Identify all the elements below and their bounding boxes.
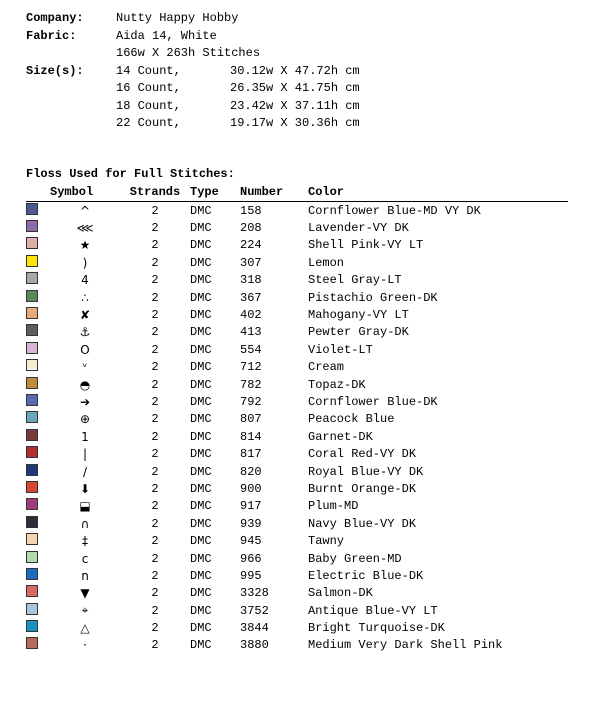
header-color: Color	[308, 185, 345, 199]
floss-rows	[26, 202, 568, 654]
color-swatch	[26, 237, 38, 249]
strands-cell: 2	[151, 551, 159, 566]
color-name-cell: Lavender-VY DK	[308, 221, 409, 236]
size-row	[26, 98, 360, 116]
color-swatch	[26, 290, 38, 302]
symbol-cell: ★	[79, 238, 91, 253]
header-type: Type	[190, 185, 219, 199]
number-cell: 307	[240, 255, 262, 270]
strands-cell: 2	[151, 273, 159, 288]
strands-cell: 2	[151, 621, 159, 636]
table-row	[26, 359, 568, 376]
type-cell: DMC	[190, 394, 212, 409]
number-cell: 945	[240, 534, 262, 549]
strands-cell: 2	[151, 586, 159, 601]
strands-cell: 2	[151, 568, 159, 583]
symbol-cell: ⬇	[79, 481, 91, 496]
size-label: Size(s):	[26, 63, 84, 78]
strands-cell: 2	[151, 516, 159, 531]
color-name-cell: Topaz-DK	[308, 377, 366, 392]
floss-title: Floss Used for Full Stitches:	[26, 167, 235, 181]
size-row	[26, 63, 360, 81]
header-symbol: Symbol	[50, 185, 94, 199]
type-cell: DMC	[190, 342, 212, 357]
table-row	[26, 550, 568, 567]
company-row	[26, 10, 360, 28]
strands-cell: 2	[151, 534, 159, 549]
fabric-row	[26, 28, 360, 46]
type-cell: DMC	[190, 516, 212, 531]
color-swatch	[26, 220, 38, 232]
size-dimensions: 30.12w X 47.72h cm	[230, 63, 360, 78]
type-cell: DMC	[190, 481, 212, 496]
strands-cell: 2	[151, 499, 159, 514]
symbol-cell: n	[81, 568, 89, 583]
symbol-cell: |	[82, 447, 88, 462]
floss-table-header	[26, 185, 568, 202]
color-name-cell: Mahogany-VY LT	[308, 308, 409, 323]
symbol-cell: ✘	[79, 308, 91, 323]
strands-cell: 2	[151, 603, 159, 618]
color-swatch	[26, 272, 38, 284]
strands-cell: 2	[151, 429, 159, 444]
strands-cell: 2	[151, 464, 159, 479]
strands-cell: 2	[151, 221, 159, 236]
color-name-cell: Cornflower Blue-DK	[308, 394, 438, 409]
number-cell: 712	[240, 360, 262, 375]
strands-cell: 2	[151, 203, 159, 218]
fabric-value: Aida 14, White	[116, 28, 217, 43]
type-cell: DMC	[190, 568, 212, 583]
type-cell: DMC	[190, 308, 212, 323]
type-cell: DMC	[190, 534, 212, 549]
size-row	[26, 80, 360, 98]
table-row	[26, 393, 568, 410]
color-name-cell: Cream	[308, 360, 345, 375]
color-swatch	[26, 255, 38, 267]
color-swatch	[26, 324, 38, 336]
number-cell: 3752	[240, 603, 269, 618]
strands-cell: 2	[151, 325, 159, 340]
symbol-cell: ⚓	[79, 325, 91, 340]
symbol-cell: ◓	[79, 377, 91, 392]
strands-cell: 2	[151, 412, 159, 427]
number-cell: 224	[240, 238, 262, 253]
color-name-cell: Antique Blue-VY LT	[308, 603, 438, 618]
number-cell: 208	[240, 221, 262, 236]
symbol-cell: ^	[79, 203, 91, 218]
size-dimensions: 23.42w X 37.11h cm	[230, 98, 360, 113]
color-swatch	[26, 411, 38, 423]
color-swatch	[26, 568, 38, 580]
table-row	[26, 445, 568, 462]
strands-cell: 2	[151, 308, 159, 323]
color-swatch	[26, 533, 38, 545]
number-cell: 782	[240, 377, 262, 392]
color-name-cell: Electric Blue-DK	[308, 568, 424, 583]
size-dimensions: 26.35w X 41.75h cm	[230, 81, 360, 95]
table-row	[26, 498, 568, 515]
header-number: Number	[240, 185, 284, 199]
color-name-cell: Royal Blue-VY DK	[308, 464, 424, 479]
color-swatch	[26, 377, 38, 389]
color-name-cell: Lemon	[308, 255, 345, 270]
symbol-cell: ‡	[82, 534, 88, 549]
type-cell: DMC	[190, 464, 212, 479]
color-swatch	[26, 342, 38, 354]
type-cell: DMC	[190, 325, 212, 340]
table-row	[26, 637, 568, 654]
symbol-cell: /	[82, 464, 88, 479]
color-name-cell: Burnt Orange-DK	[308, 481, 417, 496]
color-swatch	[26, 307, 38, 319]
floss-table	[26, 185, 568, 654]
company-value: Nutty Happy Hobby	[116, 11, 239, 25]
strands-cell: 2	[151, 255, 159, 270]
table-row	[26, 619, 568, 636]
company-label: Company:	[26, 11, 84, 25]
table-row	[26, 515, 568, 532]
table-row	[26, 602, 568, 619]
type-cell: DMC	[190, 638, 212, 653]
type-cell: DMC	[190, 603, 212, 618]
symbol-cell: ∩	[80, 516, 90, 531]
type-cell: DMC	[190, 255, 212, 270]
color-name-cell: Steel Gray-LT	[308, 273, 402, 288]
strands-cell: 2	[151, 481, 159, 496]
number-cell: 817	[240, 447, 262, 462]
color-name-cell: Medium Very Dark Shell Pink	[308, 638, 503, 653]
number-cell: 3328	[240, 586, 269, 601]
color-name-cell: Peacock Blue	[308, 412, 395, 427]
symbol-cell: )	[82, 255, 88, 270]
number-cell: 413	[240, 325, 262, 340]
color-swatch	[26, 429, 38, 441]
type-cell: DMC	[190, 551, 212, 566]
symbol-cell: △	[80, 621, 90, 636]
strands-cell: 2	[151, 638, 159, 653]
number-cell: 3880	[240, 638, 269, 653]
number-cell: 814	[240, 429, 262, 444]
size-count: 14 Count,	[116, 63, 181, 78]
type-cell: DMC	[190, 203, 212, 218]
type-cell: DMC	[190, 221, 212, 236]
table-row	[26, 219, 568, 236]
table-row	[26, 237, 568, 254]
table-row	[26, 463, 568, 480]
number-cell: 939	[240, 516, 262, 531]
symbol-cell: O	[80, 342, 90, 357]
color-name-cell: Plum-MD	[308, 499, 359, 514]
symbol-cell: ➔	[79, 394, 91, 409]
type-cell: DMC	[190, 412, 212, 427]
number-cell: 402	[240, 308, 262, 323]
color-swatch	[26, 464, 38, 476]
symbol-cell: ⋘	[76, 221, 94, 236]
number-cell: 900	[240, 481, 262, 496]
symbol-cell: ·	[83, 638, 87, 653]
symbol-cell: ⬓	[79, 499, 91, 514]
type-cell: DMC	[190, 429, 212, 444]
strands-cell: 2	[151, 394, 159, 409]
color-swatch	[26, 359, 38, 371]
size-count: 22 Count,	[116, 116, 181, 130]
table-row	[26, 532, 568, 549]
number-cell: 3844	[240, 621, 269, 636]
symbol-cell: ⊕	[79, 412, 91, 427]
table-row	[26, 480, 568, 497]
color-name-cell: Tawny	[308, 534, 345, 549]
type-cell: DMC	[190, 360, 212, 375]
table-row	[26, 254, 568, 271]
color-swatch	[26, 620, 38, 632]
color-swatch	[26, 603, 38, 615]
stitches-row	[26, 45, 360, 63]
type-cell: DMC	[190, 621, 212, 636]
table-row	[26, 289, 568, 306]
number-cell: 367	[240, 290, 262, 305]
strands-cell: 2	[151, 377, 159, 392]
strands-cell: 2	[151, 447, 159, 462]
color-name-cell: Cornflower Blue-MD VY DK	[308, 203, 481, 218]
color-name-cell: Pewter Gray-DK	[308, 325, 409, 340]
number-cell: 966	[240, 551, 262, 566]
size-count: 18 Count,	[116, 98, 181, 113]
table-row	[26, 324, 568, 341]
number-cell: 917	[240, 499, 262, 514]
table-row	[26, 567, 568, 584]
table-row	[26, 428, 568, 445]
type-cell: DMC	[190, 238, 212, 253]
size-count: 16 Count,	[116, 81, 181, 95]
color-name-cell: Navy Blue-VY DK	[308, 516, 417, 531]
color-swatch	[26, 446, 38, 458]
color-name-cell: Shell Pink-VY LT	[308, 238, 424, 253]
color-name-cell: Violet-LT	[308, 342, 373, 357]
symbol-cell: c	[81, 551, 89, 566]
type-cell: DMC	[190, 377, 212, 392]
table-row	[26, 341, 568, 358]
color-swatch	[26, 637, 38, 649]
color-swatch	[26, 481, 38, 493]
header-strands: Strands	[129, 185, 181, 199]
symbol-cell: 4	[81, 273, 89, 288]
strands-cell: 2	[151, 238, 159, 253]
number-cell: 820	[240, 464, 262, 479]
table-row	[26, 585, 568, 602]
strands-cell: 2	[151, 342, 159, 357]
number-cell: 158	[240, 203, 262, 218]
type-cell: DMC	[190, 447, 212, 462]
stitches-value: 166w X 263h Stitches	[116, 46, 261, 60]
color-swatch	[26, 551, 38, 563]
color-name-cell: Pistachio Green-DK	[308, 290, 438, 305]
type-cell: DMC	[190, 273, 212, 288]
fabric-label: Fabric:	[26, 28, 77, 43]
type-cell: DMC	[190, 586, 212, 601]
symbol-cell: ∴	[81, 290, 89, 305]
symbol-cell: ▼	[80, 586, 90, 601]
type-cell: DMC	[190, 499, 212, 514]
symbol-cell: 1	[81, 429, 89, 444]
color-name-cell: Bright Turquoise-DK	[308, 621, 445, 636]
strands-cell: 2	[151, 360, 159, 375]
number-cell: 554	[240, 342, 262, 357]
table-row	[26, 376, 568, 393]
color-swatch	[26, 203, 38, 215]
color-swatch	[26, 498, 38, 510]
color-name-cell: Baby Green-MD	[308, 551, 402, 566]
number-cell: 792	[240, 394, 262, 409]
number-cell: 995	[240, 568, 262, 583]
table-row	[26, 306, 568, 323]
table-row	[26, 272, 568, 289]
size-dimensions: 19.17w X 30.36h cm	[230, 116, 360, 130]
color-name-cell: Coral Red-VY DK	[308, 447, 417, 462]
color-swatch	[26, 394, 38, 406]
number-cell: 318	[240, 273, 262, 288]
table-row	[26, 411, 568, 428]
size-row	[26, 115, 360, 133]
color-name-cell: Salmon-DK	[308, 586, 373, 601]
color-name-cell: Garnet-DK	[308, 429, 373, 444]
number-cell: 807	[240, 412, 262, 427]
symbol-cell: ⌖	[81, 603, 89, 618]
table-row	[26, 202, 568, 219]
type-cell: DMC	[190, 290, 212, 305]
pattern-info	[26, 10, 360, 133]
symbol-cell: ᵛ	[82, 360, 88, 375]
strands-cell: 2	[151, 290, 159, 305]
color-swatch	[26, 516, 38, 528]
color-swatch	[26, 585, 38, 597]
